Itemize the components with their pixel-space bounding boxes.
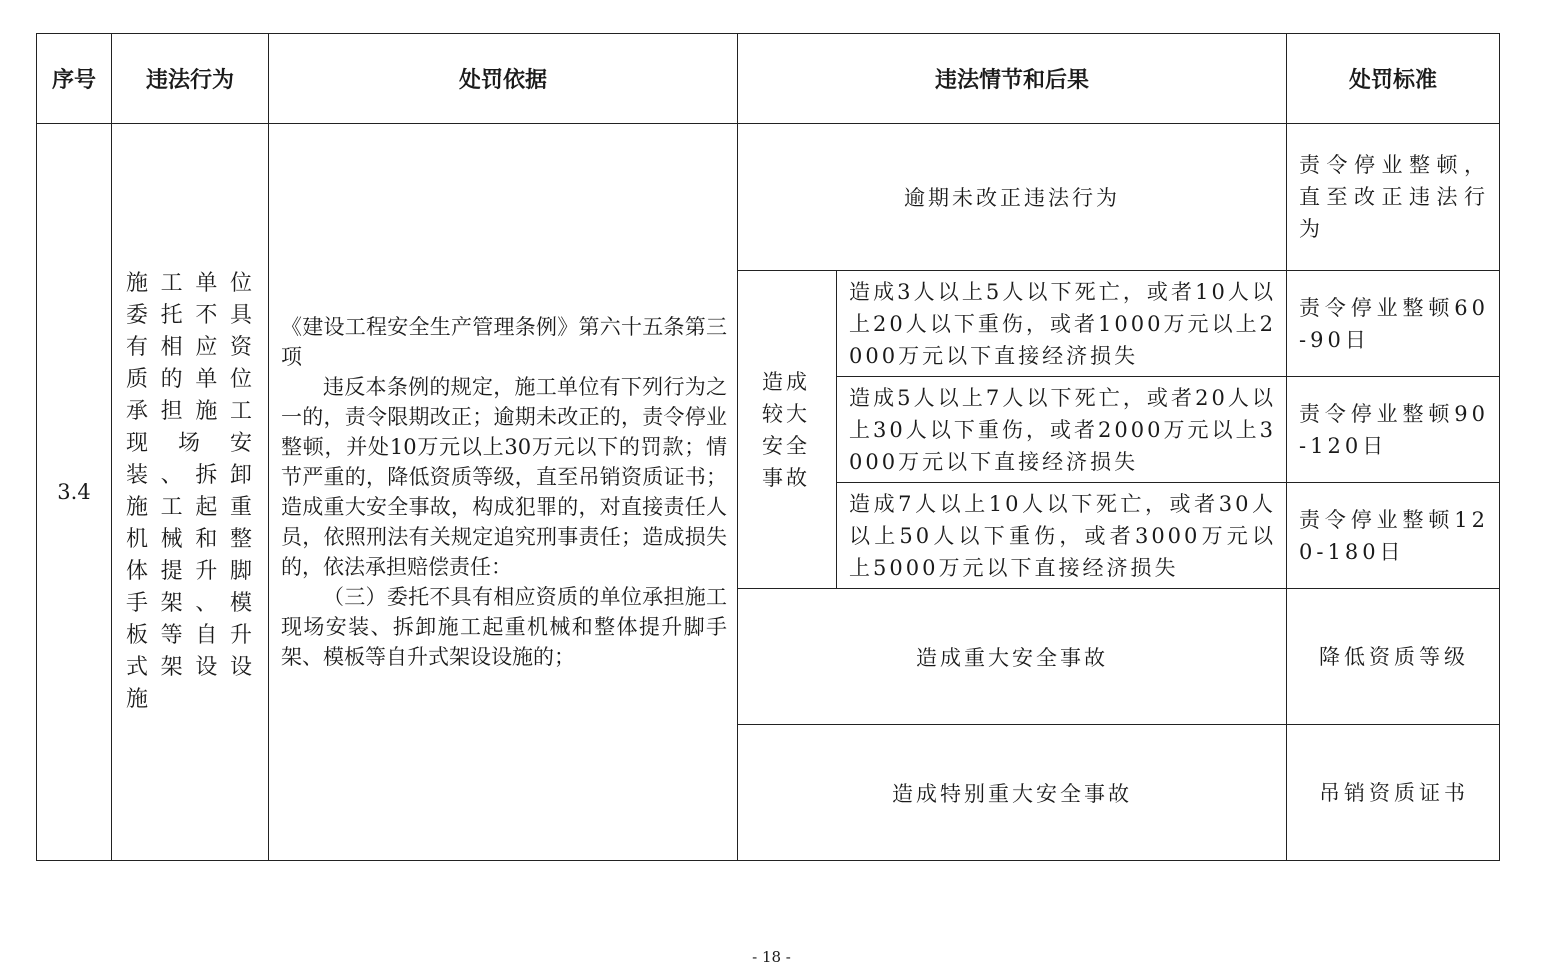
violation-act: 施工单位委托不具有相应资质的单位承担施工现场安装、拆卸施工起重机械和整体提升脚手架、模板等自升式架设设施 [112, 124, 269, 861]
major-accident-group: 造成较大安全事故 [738, 271, 837, 589]
header-serial: 序号 [37, 34, 112, 124]
header-row [37, 34, 1500, 124]
circumstance-cell: 造成7人以上10人以下死亡，或者30人以上50人以下重伤，或者3000万元以上5000万元以下直接经济损失 [837, 483, 1287, 589]
circumstance-cell: 造成5人以上7人以下死亡，或者20人以上30人以下重伤，或者2000万元以上3000万元以下直接经济损失 [837, 377, 1287, 483]
header-circumstance: 违法情节和后果 [738, 34, 1287, 124]
penalty-basis [269, 124, 738, 861]
serial-number: 3.4 [37, 124, 112, 861]
penalty-table [36, 33, 1500, 861]
basis-paragraph-2: （三）委托不具有相应资质的单位承担施工现场安装、拆卸施工起重机械和整体提升脚手架、模板等自升式架设设施的； [281, 585, 727, 669]
standard-cell: 责令停业整顿，直至改正违法行为 [1287, 124, 1500, 271]
standard-cell: 责令停业整顿90-120日 [1287, 377, 1500, 483]
circumstance-cell: 造成特别重大安全事故 [738, 725, 1287, 861]
circumstance-cell: 造成重大安全事故 [738, 589, 1287, 725]
circumstance-cell: 逾期未改正违法行为 [738, 124, 1287, 271]
header-basis: 处罚依据 [269, 34, 738, 124]
page-number: - 18 - [752, 948, 791, 966]
table-row [37, 124, 1500, 271]
standard-cell: 责令停业整顿60-90日 [1287, 271, 1500, 377]
header-act: 违法行为 [112, 34, 269, 124]
basis-paragraph-1: 违反本条例的规定，施工单位有下列行为之一的，责令限期改正；逾期未改正的，责令停业整顿，并处10万元以上30万元以下的罚款；情节严重的，降低资质等级，直至吊销资质证书；造成重大安全事故，构成犯罪的，对直接责任人员，依照刑法有关规定追究刑事责任；造成损失的，依法承担赔偿责任： [281, 375, 727, 579]
standard-cell: 责令停业整顿120-180日 [1287, 483, 1500, 589]
circumstance-cell: 造成3人以上5人以下死亡，或者10人以上20人以下重伤，或者1000万元以上2000万元以下直接经济损失 [837, 271, 1287, 377]
header-standard: 处罚标准 [1287, 34, 1500, 124]
standard-cell: 降低资质等级 [1287, 589, 1500, 725]
standard-cell: 吊销资质证书 [1287, 725, 1500, 861]
basis-title: 《建设工程安全生产管理条例》第六十五条第三项 [281, 315, 727, 369]
